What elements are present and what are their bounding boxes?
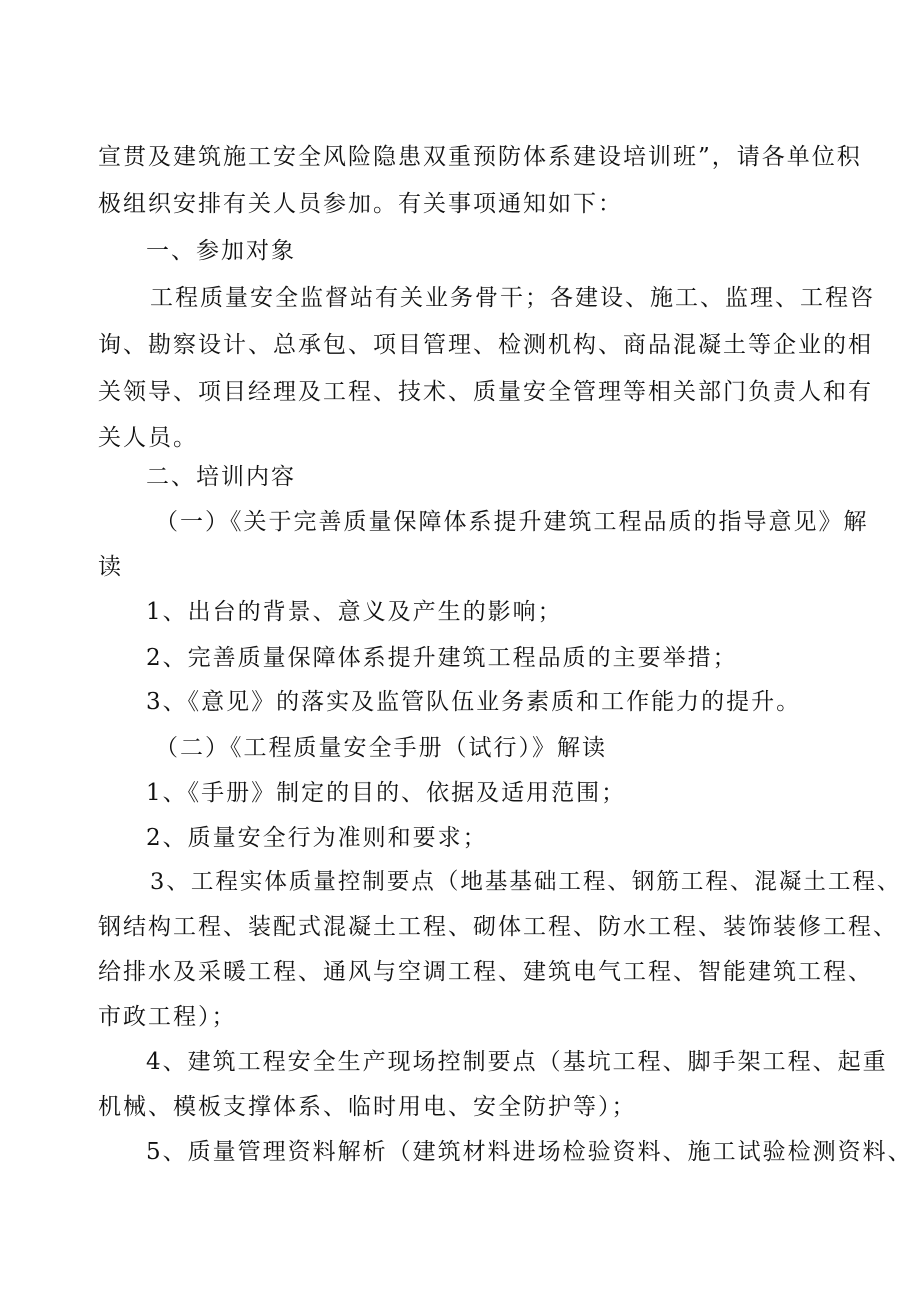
list-item: 5、质量管理资料解析（建筑材料进场检验资料、施工试验检测资料、 [146, 1139, 913, 1165]
list-item: 3、《意见》的落实及监管队伍业务素质和工作能力的提升。 [146, 689, 802, 715]
list-item: 3、工程实体质量控制要点（地基基础工程、钢筋工程、混凝土工程、 [150, 869, 902, 895]
text-line: 关人员。 [98, 425, 198, 451]
text-line: 宣贯及建筑施工安全风险隐患双重预防体系建设培训班”，请各单位积 [98, 144, 862, 170]
text-line: 工程质量安全监督站有关业务骨干；各建设、施工、监理、工程咨 [150, 285, 875, 311]
section-heading: 二、培训内容 [146, 464, 296, 490]
text-line: 极组织安排有关人员参加。有关事项通知如下： [98, 191, 623, 217]
text-line: 机械、模板支撑体系、临时用电、安全防护等）； [98, 1094, 637, 1120]
list-item: 2、质量安全行为准则和要求； [146, 825, 488, 851]
list-item: 1、出台的背景、意义及产生的影响； [146, 599, 563, 625]
list-item: 2、完善质量保障体系提升建筑工程品质的主要举措； [146, 645, 738, 671]
subsection-heading: （二）《工程质量安全手册（试行）》解读 [155, 735, 607, 761]
text-line: 询、勘察设计、总承包、项目管理、检测机构、商品混凝土等企业的相 [98, 332, 873, 358]
text-line: 市政工程）； [98, 1004, 237, 1030]
text-line: 给排水及采暖工程、通风与空调工程、建筑电气工程、智能建筑工程、 [98, 959, 873, 985]
subsection-heading: （一）《关于完善质量保障体系提升建筑工程品质的指导意见》解 [155, 509, 869, 535]
text-line: 钢结构工程、装配式混凝土工程、砌体工程、防水工程、装饰装修工程、 [98, 914, 898, 940]
section-heading: 一、参加对象 [146, 238, 296, 264]
text-line: 关领导、项目经理及工程、技术、质量安全管理等相关部门负责人和有 [98, 379, 873, 405]
text-line: 读 [98, 554, 123, 580]
list-item: 4、建筑工程安全生产现场控制要点（基坑工程、脚手架工程、起重 [146, 1049, 888, 1075]
list-item: 1、《手册》制定的目的、依据及适用范围； [146, 780, 627, 806]
